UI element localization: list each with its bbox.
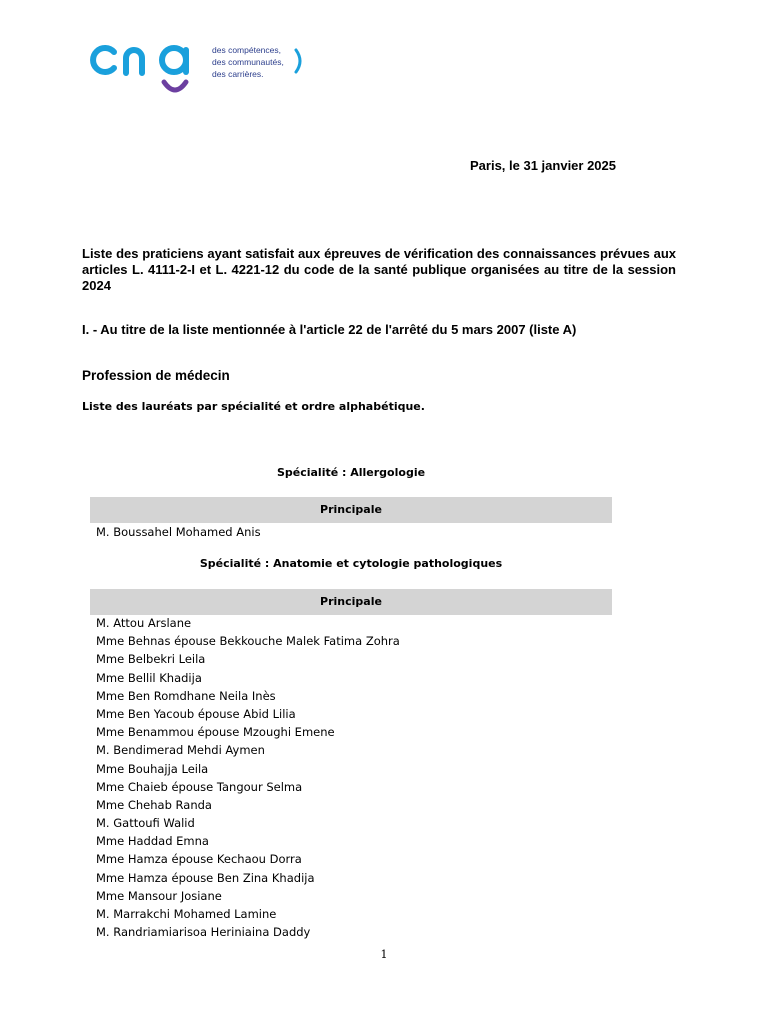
list-item: Mme Benammou épouse Mzoughi Emene <box>96 725 335 740</box>
list-item: Mme Ben Yacoub épouse Abid Lilia <box>96 706 296 721</box>
list-item: M. Randriamiarisoa Heriniaina Daddy <box>96 925 311 940</box>
table-header: Principale <box>90 497 612 523</box>
list-item: M. Boussahel Mohamed Anis <box>96 525 261 539</box>
tagline-line: des communautés, <box>212 57 284 67</box>
list-item: M. Gattoufi Walid <box>96 816 195 831</box>
table-header: Principale <box>90 589 612 615</box>
section-heading: I. - Au titre de la liste mentionnée à l'article 22 de l'arrêté du 5 mars 2007 (liste A) <box>82 322 577 337</box>
list-item: Mme Bellil Khadija <box>96 670 202 685</box>
laureate-list <box>96 523 261 541</box>
list-item: Mme Hamza épouse Kechaou Dorra <box>96 852 302 867</box>
list-item: M. Attou Arslane <box>96 616 192 630</box>
document-date: Paris, le 31 janvier 2025 <box>470 158 616 173</box>
tagline-line: des carrières. <box>212 69 264 79</box>
list-item: Mme Belbekri Leila <box>96 652 206 667</box>
list-item: Mme Bouhajja Leila <box>96 761 209 776</box>
list-item: Mme Hamza épouse Ben Zina Khadija <box>96 870 315 885</box>
page-number: 1 <box>380 948 388 961</box>
cng-logo <box>88 36 308 98</box>
cng-wordmark-icon <box>88 36 210 98</box>
list-lead: Liste des lauréats par spécialité et ordre alphabétique. <box>82 400 425 413</box>
list-item: Mme Chehab Randa <box>96 797 212 812</box>
list-item: M. Bendimerad Mehdi Aymen <box>96 743 265 758</box>
profession-heading: Profession de médecin <box>82 368 230 383</box>
list-item: Mme Ben Romdhane Neila Inès <box>96 688 276 703</box>
specialty-title: Spécialité : Anatomie et cytologie pathologiques <box>199 557 503 570</box>
laureate-list <box>96 614 400 941</box>
specialty-title: Spécialité : Allergologie <box>276 466 426 479</box>
list-item: M. Marrakchi Mohamed Lamine <box>96 907 277 921</box>
tagline-line: des compétences, <box>212 45 281 55</box>
logo-arc-icon <box>294 48 304 74</box>
list-item: Mme Haddad Emna <box>96 834 209 849</box>
document-intro: Liste des praticiens ayant satisfait aux épreuves de vérification des connaissances prévues aux articles L. 4111-2-I et L. 4221-12 du code de la santé publique organisées au titre de la session 2024 <box>82 246 676 293</box>
list-item: Mme Mansour Josiane <box>96 888 222 903</box>
list-item: Mme Behnas épouse Bekkouche Malek Fatima Zohra <box>96 634 400 649</box>
list-item: Mme Chaieb épouse Tangour Selma <box>96 779 303 794</box>
